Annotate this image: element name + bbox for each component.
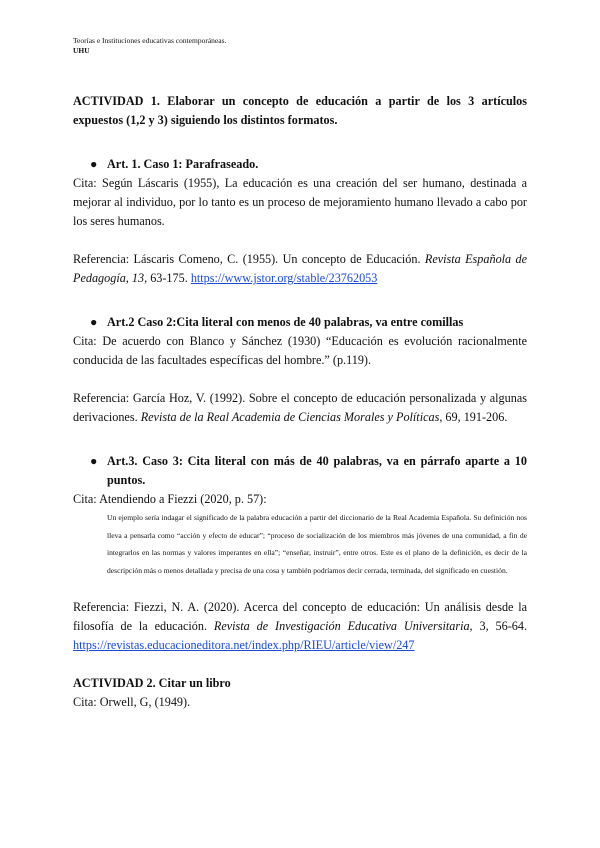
case1-reference: Referencia: Láscaris Comeno, C. (1955). Un concepto de Educación. Revista Española de Pedagogía, 13, 63-175. https://www.jstor.org/stable/23762053 xyxy=(73,252,527,285)
case3-block-quote: Un ejemplo sería indagar el significado de la palabra educación a partir del diccionario de la Real Academia Española. Su definición nos lleva a pensarla como “acción y efecto de educar”; “proceso de socialización de los miembros más jóvenes de una comunidad, a fin de integrarlos en las normas y valores imperantes en ella”; “enseñar, instruir”, entre otros. Este es el plano de la definición, es decir de la descripción más o menos detallada y precisa de una cosa y también podríamos decir cerrada, terminada, del significado en cuestión. xyxy=(107,513,527,575)
case1-cita: Cita: Según Láscaris (1955), La educación es una creación del ser humano, destinada a mejorar al individuo, por lo tanto es un proceso de mejoramiento humano llevado a cabo por los seres humanos. xyxy=(73,176,527,228)
activity1-title: ACTIVIDAD 1. Elaborar un concepto de educación a partir de los 3 artículos expuestos (1,2 y 3) siguiendo los distintos formatos. xyxy=(73,94,527,127)
header-course: Teorías e Instituciones educativas contemporáneas. xyxy=(73,36,227,45)
case3-reference: Referencia: Fiezzi, N. A. (2020). Acerca del concepto de educación: Un análisis desde la filosofía de la educación. Revista de Investigación Educativa Universitaria, 3, 56-64. https://revistas.educacioneditora.net/index.php/RIEU/article/view/247 xyxy=(73,600,528,652)
case3-reference-link[interactable]: https://revistas.educacioneditora.net/index.php/RIEU/article/view/247 xyxy=(73,638,415,652)
bullet-icon: ● xyxy=(90,157,98,171)
case3-heading: ● Art.3. Caso 3: Cita literal con más de 40 palabras, va en párrafo aparte a 10 puntos. xyxy=(90,454,527,487)
case1-heading: ● Art. 1. Caso 1: Parafraseado. xyxy=(73,155,527,174)
case1-reference-link[interactable]: https://www.jstor.org/stable/23762053 xyxy=(190,271,378,285)
header-university: UHU xyxy=(73,46,90,55)
case2-reference: Referencia: García Hoz, V. (1992). Sobre el concepto de educación personalizada y algunas derivaciones. Revista de la Real Academia de Ciencias Morales y Políticas, 69, 191-206. xyxy=(73,391,527,424)
case2-cita: Cita: De acuerdo con Blanco y Sánchez (1930) “Educación es evolución racionalmente conducida de las facultades específicas del hombre.” (p.119). xyxy=(73,334,527,367)
activity2-title: ACTIVIDAD 2. Citar un libro xyxy=(73,676,231,690)
activity2-cita: Cita: Orwell, G, (1949). xyxy=(73,695,191,709)
bullet-icon: ● xyxy=(90,454,98,468)
case3-cita: Cita: Atendiendo a Fiezzi (2020, p. 57): xyxy=(73,492,267,506)
page-header xyxy=(73,36,226,56)
case2-heading: ● Art.2 Caso 2:Cita literal con menos de 40 palabras, va entre comillas xyxy=(73,313,527,332)
document-body xyxy=(73,92,527,712)
bullet-icon: ● xyxy=(90,315,98,329)
